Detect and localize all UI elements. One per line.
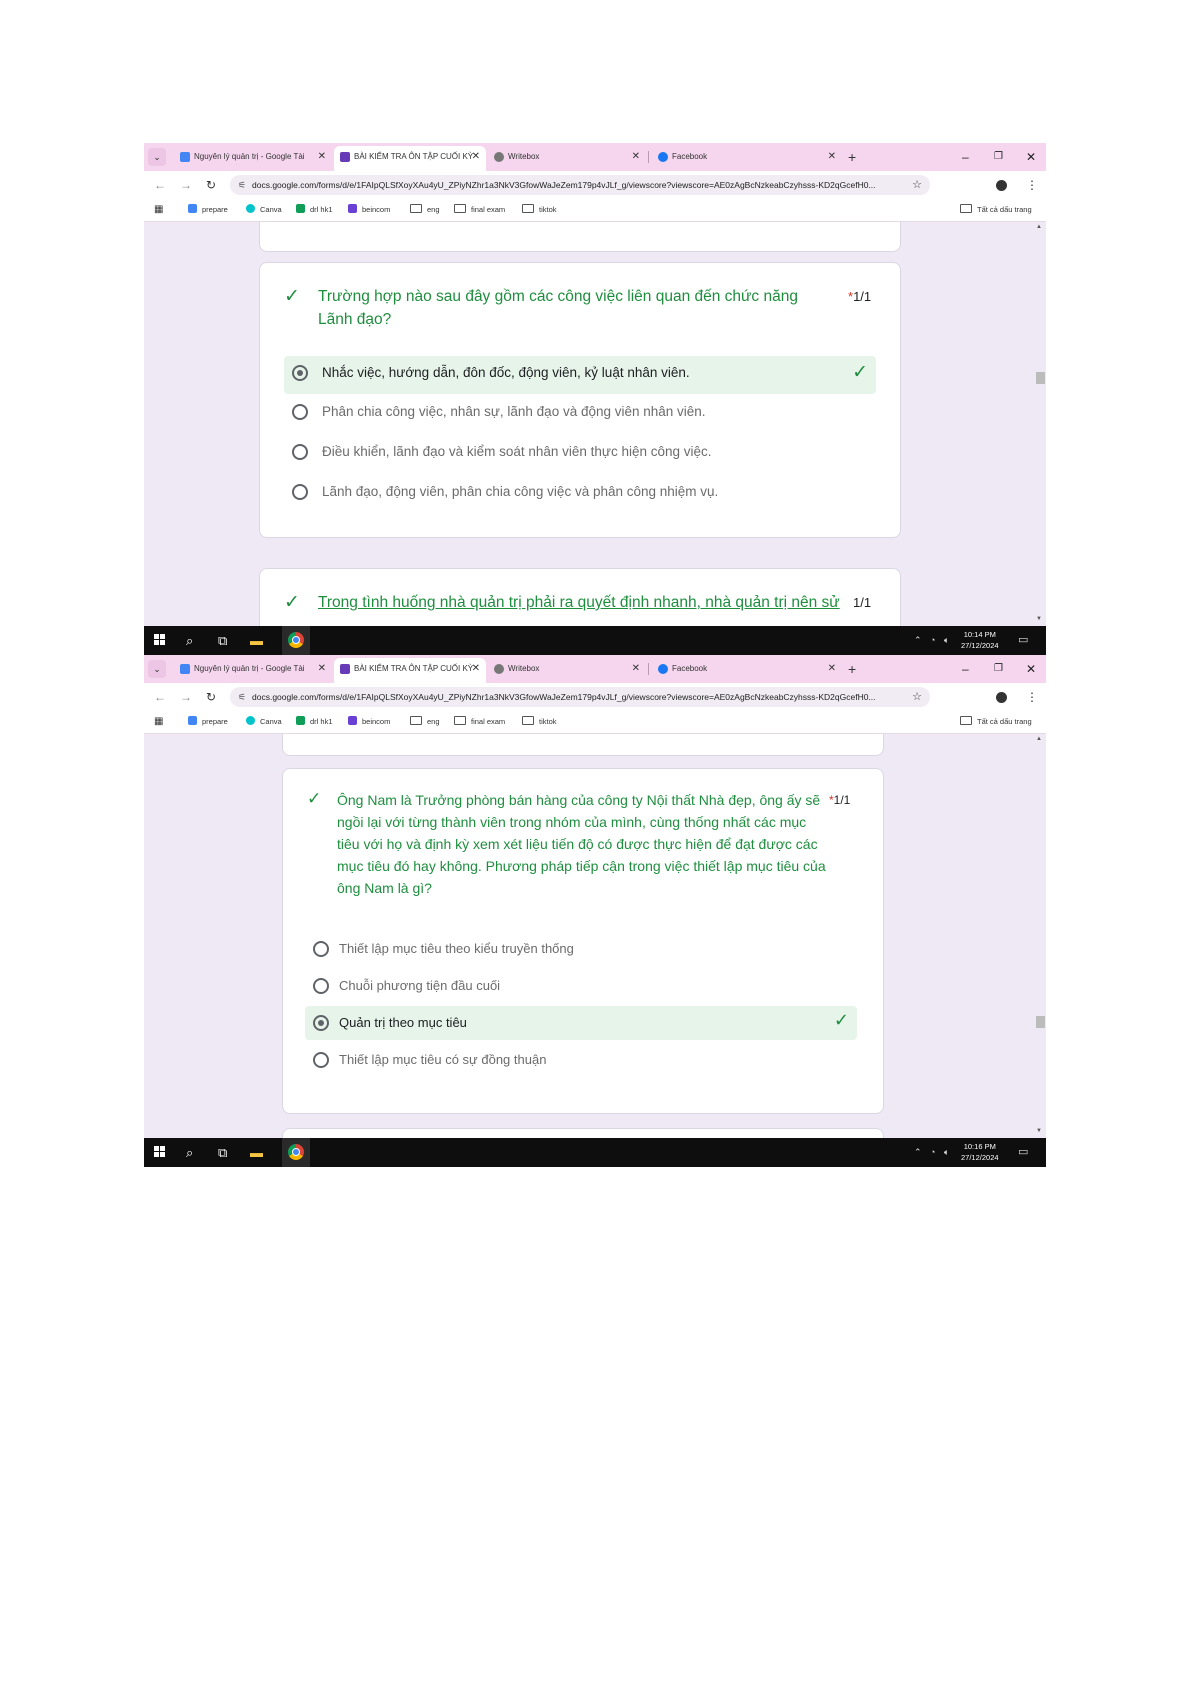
sheets-icon [296,204,305,213]
radio-unselected[interactable] [313,978,329,994]
folder-icon [522,716,534,725]
search-icon[interactable]: ⌕ [186,633,194,648]
tab-separator [648,151,649,163]
address-bar [144,683,1046,711]
canva-icon [246,204,255,213]
folder-icon [960,204,972,213]
all-bookmarks[interactable]: Tất cả dấu trang [960,714,1032,730]
globe-icon [494,664,504,674]
radio-unselected[interactable] [313,941,329,957]
taskbar-clock[interactable]: 10:16 PM 27/12/2024 [961,1142,999,1162]
volume-icon[interactable]: 🔈︎ [944,635,950,645]
tab-google-forms[interactable]: BÀI KIỂM TRA ÔN TẬP CUỐI KỲ ✕ [334,146,486,171]
google-docs-icon [180,152,190,162]
bookmarks-bar [144,711,1046,734]
address-bar [144,171,1046,199]
chrome-icon [288,632,304,648]
bookmark-beincom[interactable]: beincom [348,714,390,730]
all-bookmarks[interactable]: Tất cả dấu trang [960,202,1032,218]
option-4[interactable]: Lãnh đạo, động viên, phân chia công việc và phân công nhiệm vụ. [284,475,876,513]
network-icon[interactable]: ◔ [930,635,936,645]
tab-search-icon[interactable]: ⌄ [148,660,166,678]
bookmark-folder-tiktok[interactable]: tiktok [522,202,557,218]
docs-icon [188,204,197,213]
reload-icon[interactable]: ↻ [206,690,217,704]
tab-google-forms[interactable]: BÀI KIỂM TRA ÔN TẬP CUỐI KỲ ✕ [334,658,486,683]
beincom-icon [348,204,357,213]
question-card [282,768,884,1114]
search-icon[interactable]: ⌕ [186,1145,194,1160]
folder-icon [522,204,534,213]
chrome-taskbar-button[interactable] [282,626,310,655]
bookmark-star-icon[interactable]: ☆ [912,691,922,703]
correct-answer-check-icon: ✓ [852,362,868,383]
close-tab-icon[interactable]: ✕ [827,663,836,674]
canva-icon [246,716,255,725]
docs-icon [188,716,197,725]
bookmark-prepare[interactable]: prepare [188,714,228,730]
new-tab-icon[interactable]: + [848,661,857,677]
close-tab-icon[interactable]: ✕ [471,151,480,162]
next-question-text: Trong tình huống nhà quản trị phải ra quyết định nhanh, nhà quản trị nên sử [318,594,840,611]
sheets-icon [296,716,305,725]
question-text: Trường hợp nào sau đây gồm các công việc liên quan đến chức năng Lãnh đạo? [318,288,798,328]
radio-unselected[interactable] [292,484,308,500]
facebook-icon [658,152,668,162]
bookmark-drl[interactable]: drl hk1 [296,714,333,730]
chrome-taskbar-button[interactable] [282,1138,310,1167]
restore-icon[interactable]: ❐ [994,663,1003,674]
taskbar [144,626,1046,655]
screenshot-2 [144,655,1046,1167]
scrollbar-thumb[interactable] [1036,1016,1045,1028]
tab-separator [648,663,649,675]
url-field[interactable]: ⚟ docs.google.com/forms/d/e/1FAIpQLSfXoyXAu4yU_ZPiyNZhr1a3NkV3GfowWaJeZem179p4vJLf_g/viewscore?viewscore=AE0zAgBcNzkeabCzyhsss-KD2qGcefH0... ☆ [230,687,930,707]
tab-google-docs[interactable]: Nguyên lý quản trị - Google Tài ✕ [174,146,332,168]
beincom-icon [348,716,357,725]
volume-icon[interactable]: 🔈︎ [944,1147,950,1157]
tab-search-icon[interactable]: ⌄ [148,148,166,166]
correct-check-icon: ✓ [307,789,322,808]
radio-selected[interactable] [313,1015,329,1031]
globe-icon [494,152,504,162]
screenshot-1 [144,143,1046,655]
tab-google-docs[interactable]: Nguyên lý quản trị - Google Tài ✕ [174,658,332,680]
scroll-up-icon[interactable]: ▲ [1036,736,1042,742]
tray-arrow-icon[interactable]: ⌃ [914,635,922,645]
extension-icon[interactable] [996,692,1007,703]
menu-icon[interactable]: ⋮ [1026,690,1038,704]
facebook-icon [658,664,668,674]
correct-answer-check-icon: ✓ [833,1010,849,1030]
tab-strip [144,655,1046,683]
minimize-icon[interactable]: – [962,662,969,676]
form-page[interactable] [144,734,1046,1138]
notification-icon[interactable]: ▭ [1018,1146,1029,1158]
previous-question-card [282,734,884,756]
close-window-icon[interactable]: ✕ [1026,662,1037,676]
apps-icon[interactable]: ▦ [154,204,164,215]
option-2[interactable]: Phân chia công việc, nhân sự, lãnh đạo và động viên nhân viên. [284,395,876,433]
bookmark-canva[interactable]: Canva [246,202,282,218]
tab-facebook[interactable]: Facebook ✕ [652,658,842,680]
google-forms-icon [340,664,350,674]
previous-question-card [259,222,901,252]
close-tab-icon[interactable]: ✕ [827,151,836,162]
windows-start-icon[interactable] [154,1146,166,1158]
option-3[interactable]: Điều khiển, lãnh đạo và kiểm soát nhân viên thực hiện công việc. [284,435,876,473]
tab-facebook[interactable]: Facebook ✕ [652,146,842,168]
google-forms-icon [340,152,350,162]
site-info-icon[interactable]: ⚟ [238,180,247,190]
folder-icon [410,716,422,725]
radio-unselected[interactable] [292,444,308,460]
new-tab-icon[interactable]: + [848,149,857,165]
bookmarks-bar [144,199,1046,222]
extension-icon[interactable] [996,180,1007,191]
option-1[interactable]: Thiết lập mục tiêu theo kiểu truyền thống [305,932,857,966]
apps-icon[interactable]: ▦ [154,716,164,727]
close-tab-icon[interactable]: ✕ [631,151,640,162]
taskbar [144,1138,1046,1167]
bookmark-star-icon[interactable]: ☆ [912,179,922,191]
windows-start-icon[interactable] [154,634,166,646]
option-4[interactable]: Thiết lập mục tiêu có sự đồng thuận [305,1043,857,1077]
folder-icon [454,204,466,213]
tab-writebox[interactable]: Writebox ✕ [488,658,646,680]
network-icon[interactable]: ◔ [930,1147,936,1157]
question-score: *1/1 [848,289,872,304]
tab-strip [144,143,1046,171]
close-tab-icon[interactable]: ✕ [471,663,480,674]
minimize-icon[interactable]: – [962,150,969,164]
bookmark-prepare[interactable]: prepare [188,202,228,218]
option-1[interactable]: Nhắc việc, hướng dẫn, đôn đốc, động viên, kỷ luật nhân viên. ✓ [284,356,876,394]
scroll-down-icon[interactable]: ▼ [1036,616,1042,622]
restore-icon[interactable]: ❐ [994,151,1003,162]
bookmark-canva[interactable]: Canva [246,714,282,730]
task-view-icon[interactable]: ⧉ [218,633,228,648]
bookmark-folder-final-exam[interactable]: final exam [454,714,505,730]
bookmark-beincom[interactable]: beincom [348,202,390,218]
tab-writebox[interactable]: Writebox ✕ [488,146,646,168]
folder-icon [960,716,972,725]
radio-unselected[interactable] [292,404,308,420]
bookmark-folder-eng[interactable]: eng [410,202,440,218]
bookmark-drl[interactable]: drl hk1 [296,202,333,218]
forward-icon[interactable]: → [180,690,192,704]
next-question-card [259,568,901,626]
correct-check-icon: ✓ [284,286,300,307]
question-score: *1/1 [829,793,851,807]
question-card [259,262,901,538]
forward-icon[interactable]: → [180,178,192,192]
next-question-card [282,1128,884,1138]
scroll-up-icon[interactable]: ▲ [1036,224,1042,230]
taskbar-clock[interactable]: 10:14 PM 27/12/2024 [961,630,999,650]
file-explorer-icon[interactable]: ▬ [250,1145,263,1160]
reload-icon[interactable]: ↻ [206,178,217,192]
close-window-icon[interactable]: ✕ [1026,150,1037,164]
correct-check-icon: ✓ [284,592,300,613]
task-view-icon[interactable]: ⧉ [218,1145,228,1160]
scroll-down-icon[interactable]: ▼ [1036,1128,1042,1134]
google-docs-icon [180,664,190,674]
site-info-icon[interactable]: ⚟ [238,692,247,702]
next-question-score: 1/1 [853,595,872,610]
radio-selected[interactable] [292,365,308,381]
back-icon[interactable]: ← [154,178,166,192]
option-3[interactable]: Quản trị theo mục tiêu ✓ [305,1006,857,1040]
close-tab-icon[interactable]: ✕ [317,151,326,162]
menu-icon[interactable]: ⋮ [1026,178,1038,192]
close-tab-icon[interactable]: ✕ [317,663,326,674]
url-field[interactable]: ⚟ docs.google.com/forms/d/e/1FAIpQLSfXoyXAu4yU_ZPiyNZhr1a3NkV3GfowWaJeZem179p4vJLf_g/viewscore?viewscore=AE0zAgBcNzkeabCzyhsss-KD2qGcefH0... ☆ [230,175,930,195]
file-explorer-icon[interactable]: ▬ [250,633,263,648]
notification-icon[interactable]: ▭ [1018,634,1029,646]
option-2[interactable]: Chuỗi phương tiện đầu cuối [305,969,857,1003]
folder-icon [454,716,466,725]
bookmark-folder-eng[interactable]: eng [410,714,440,730]
folder-icon [410,204,422,213]
bookmark-folder-final-exam[interactable]: final exam [454,202,505,218]
back-icon[interactable]: ← [154,690,166,704]
radio-unselected[interactable] [313,1052,329,1068]
form-page[interactable] [144,222,1046,626]
bookmark-folder-tiktok[interactable]: tiktok [522,714,557,730]
close-tab-icon[interactable]: ✕ [631,663,640,674]
scrollbar-thumb[interactable] [1036,372,1045,384]
tray-arrow-icon[interactable]: ⌃ [914,1147,922,1157]
chrome-icon [288,1144,304,1160]
question-text: Ông Nam là Trưởng phòng bán hàng của công ty Nội thất Nhà đẹp, ông ấy sẽ ngồi lại với từng thành viên trong nhóm của mình, cùng thống nhất các mục tiêu với họ và định kỳ xem xét liệu tiến độ có được thực hiện để đạt được các mục tiêu đó hay không. Phương pháp tiếp cận trong việc thiết lập mục tiêu của ông Nam là gì? [337,792,826,896]
